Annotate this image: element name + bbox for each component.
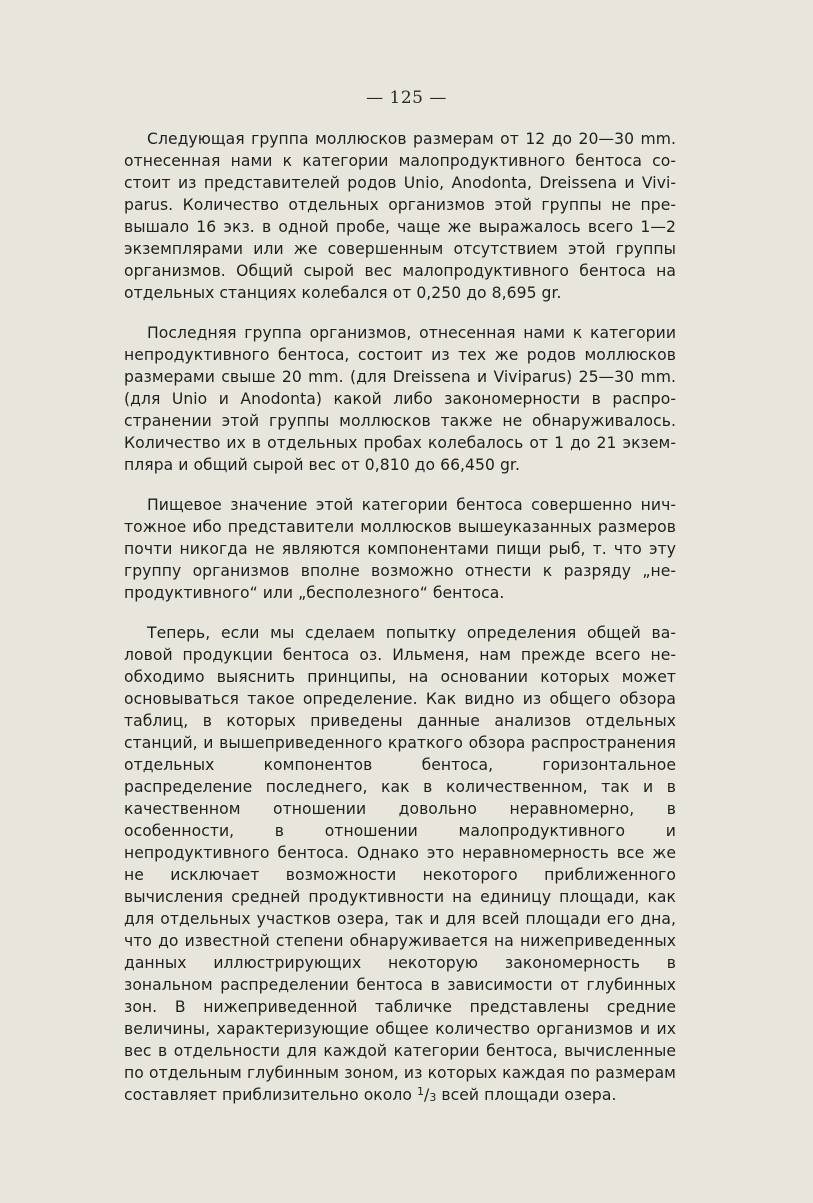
fraction-denominator: 3 [429, 1091, 437, 1104]
body-text [124, 128, 676, 1106]
last-line-after: всей площади озера. [436, 1086, 617, 1104]
page-number: — 125 — [366, 88, 447, 108]
fraction-numerator: 1 [416, 1085, 425, 1098]
paragraph-small-molluscs: Следующая группа моллюсков размерам от 12 до 20—30 mm. отнесенная нами к категории малопродуктивного бентоса состоит из представителей родов Unio, Anodonta, Dreissena и Viviparus. Количество отдельных организмов этой группы не превышало 16 экз. в одной пробе, чаще же выражалось всего 1—2 экземплярами или же совершенным отсутствием этой группы организмов. Общий сырой вес малопродуктивного бентоса на отдельных станциях колебался от 0,250 до 8,695 gr. [124, 130, 676, 302]
paragraph-food-value: Пищевое значение этой категории бентоса совершенно ничтожное ибо представители моллюсков вышеуказанных размеров почти никогда не являются компонентами пищи рыб, т. что эту группу организмов вполне возможно отнести к разряду „непродуктивного“ или „бесполезного“ бентоса. [124, 496, 676, 602]
paragraph-gross-production [124, 622, 676, 1106]
paragraph-large-molluscs: Последняя группа организмов, отнесенная нами к категории непродуктивного бентоса, состоит из тех же родов моллюсков размерами свыше 20 mm. (для Dreissena и Viviparus) 25—30 mm. (для Unio и Anodonta) какой либо закономерности в распространении этой группы моллюсков также не обнаруживалось. Количество их в отдельных пробах колебалось от 1 до 21 экземпляра и общий сырой вес от 0,810 до 66,450 gr. [124, 324, 676, 474]
fraction-one-third [417, 1086, 436, 1104]
paragraph-gross-production-text: Теперь, если мы сделаем попытку определения общей валовой продукции бентоса оз. Ильменя, нам прежде всего необходимо выяснить принципы, на основании которых может основываться такое определение. Как видно из общего обзора таблиц, в которых приведены данные анализов отдельных станций, и вышеприведенного краткого обзора распространения отдельных компонентов бентоса, горизонтальное распределение последнего, как в количественном, так и в качественном отношении довольно неравномерно, в особенности, в отношении малопродуктивного и непродуктивного бентоса. Однако это неравномерность все же не исключает возможности некоторого приближенного вычисления средней продуктивности на единицу площади, как для отдельных участков озера, так и для всей площади его дна, что до известной степени обнаруживается на нижеприведенных данных иллюстрирующих некоторую закономерность в зональном распределении бентоса в зависимости от глубинных зон. В нижеприведенной табличке представлены средние величины, характеризующие общее количество организмов и их вес в отдельности для каждой категории бентоса, вычисленные по отдельным глубинным зоном, из которых каждая по размерам составляет приблизительно [124, 624, 676, 1104]
last-line-before: около [363, 1086, 417, 1104]
fraction-slash: / [424, 1086, 430, 1104]
